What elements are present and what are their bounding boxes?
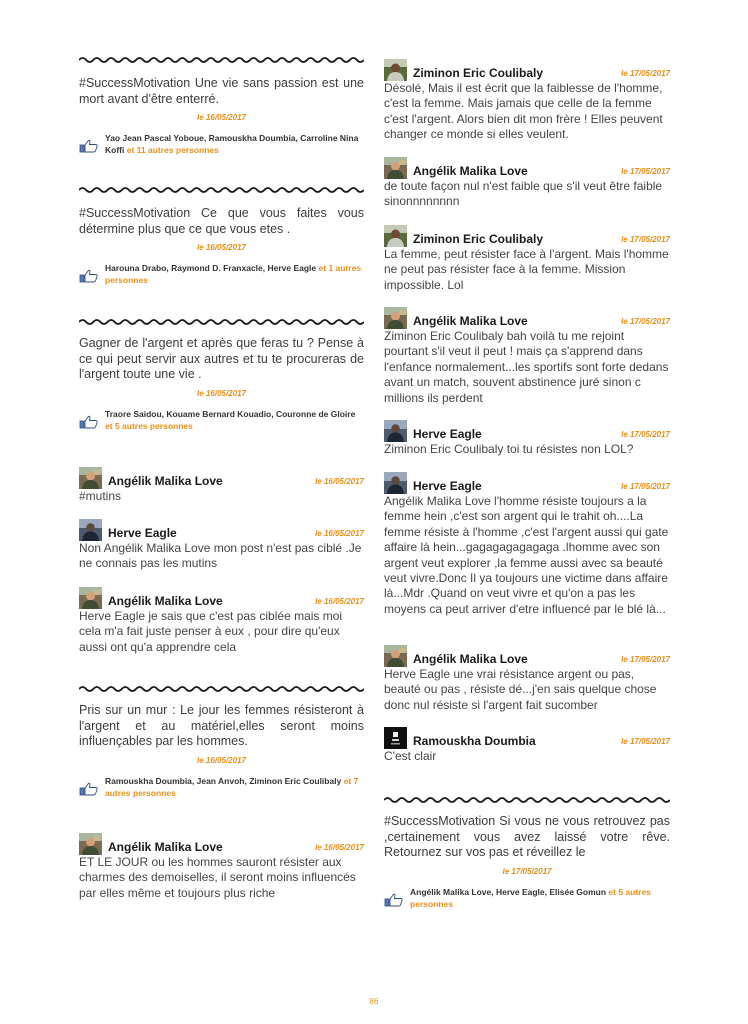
comment-text: Désolé, Mais il est écrit que la faiblesse de l'homme, c'est la femme. Mais jamais que celle de la femme c'est l'argent. Alors bien dit mon frère ! Elles peuvent changer ce monde si elles veulent. xyxy=(384,81,663,142)
likers-others[interactable]: et 5 autres personnes xyxy=(410,886,651,909)
likes-line[interactable] xyxy=(79,408,364,432)
thumbs-up-icon[interactable] xyxy=(79,782,99,796)
likers-others[interactable]: et 1 autres personnes xyxy=(105,263,362,285)
comment xyxy=(79,587,364,655)
comment-text: Non Angélik Malika Love mon post n'est pas ciblé .Je ne connais pas les mutins xyxy=(79,541,362,571)
likers-names[interactable]: Ramouskha Doumbia, Jean Anvoh, Ziminon Eric Coulibaly xyxy=(105,775,342,786)
comment-author[interactable]: Angélik Malika Love xyxy=(413,314,528,328)
comment-text: Ziminon Eric Coulibaly bah voilà tu me rejoint pourtant s'il veut il peut ! mais ça s'apprend dans l'enfance normalement...les sportifs sont forte dedans avant un match, souvent abstinence juré sinon c millions ils perdent xyxy=(384,329,669,405)
comment-date: le 16/05/2017 xyxy=(315,529,364,538)
comment-text: Herve Eagle une vrai résistance argent ou pas, beauté ou pas , résiste dé...j'en sais quelque chose donc nul résiste si l'argent fait sucomber xyxy=(384,667,657,712)
comment xyxy=(79,833,364,901)
comment-date: le 16/05/2017 xyxy=(315,843,364,852)
likers-names[interactable]: Angélik Malika Love, Herve Eagle, Elisée Gomun xyxy=(410,886,607,897)
wavy-divider xyxy=(79,318,364,326)
comment-date: le 17/05/2017 xyxy=(621,235,670,244)
comment xyxy=(384,472,670,617)
avatar-photo-icon[interactable] xyxy=(79,587,102,609)
avatar-photo-icon[interactable] xyxy=(79,833,102,855)
avatar-photo-icon[interactable] xyxy=(384,645,407,667)
post-text: #SuccessMotivation Si vous ne vous retrouvez pas ,certainement vous avez laissé votre rêve. Retournez sur vos pas et réveillez le xyxy=(384,814,670,859)
comment-author[interactable]: Angélik Malika Love xyxy=(108,594,223,608)
avatar-photo-icon[interactable] xyxy=(384,59,407,81)
comment-author[interactable]: Herve Eagle xyxy=(413,427,482,441)
avatar-photo-icon[interactable] xyxy=(384,307,407,329)
thumbs-up-icon[interactable] xyxy=(384,893,404,907)
thumbs-up-icon[interactable] xyxy=(79,269,99,283)
comment-author[interactable]: Angélik Malika Love xyxy=(108,474,223,488)
likers-others[interactable]: et 7 autres personnes xyxy=(105,775,359,798)
comment-text: #mutins xyxy=(79,489,122,503)
post-text: Gagner de l'argent et après que feras tu ? Pense à ce qui peut servir aux autres et tu te procureras de l'argent toute une vie . xyxy=(79,336,364,381)
comment xyxy=(384,157,670,210)
comment xyxy=(79,519,364,572)
comment-date: le 17/05/2017 xyxy=(621,69,670,78)
comment-date: le 17/05/2017 xyxy=(621,737,670,746)
comment xyxy=(384,420,670,457)
post xyxy=(79,76,364,156)
comment-date: le 17/05/2017 xyxy=(621,167,670,176)
comment xyxy=(384,307,670,406)
comment-date: le 16/05/2017 xyxy=(315,597,364,606)
post xyxy=(79,703,364,799)
comment-author[interactable]: Ziminon Eric Coulibaly xyxy=(413,232,544,246)
wavy-divider xyxy=(79,56,364,64)
post-date: le 16/05/2017 xyxy=(197,113,246,122)
post-text: #SuccessMotivation Une vie sans passion est une mort avant d'être enterré. xyxy=(79,76,364,106)
likes-line[interactable] xyxy=(79,132,364,156)
avatar-photo-icon[interactable] xyxy=(79,467,102,489)
comment-text: C'est clair xyxy=(384,749,437,763)
comment-date: le 17/05/2017 xyxy=(621,430,670,439)
wavy-divider xyxy=(384,796,670,804)
wavy-divider xyxy=(79,685,364,693)
comment-text: Ziminon Eric Coulibaly toi tu résistes non LOL? xyxy=(384,442,634,456)
comment-author[interactable]: Angélik Malika Love xyxy=(108,840,223,854)
comment-text: Herve Eagle je sais que c'est pas ciblée mais moi cela m'a fait juste penser à eux , pour dire qu'eux aussi ont qu'a apprendre cela xyxy=(79,609,343,654)
comment-text: Angélik Malika Love l'homme résiste toujours a la femme hein ,c'est son argent qui le trahit oh....La femme résiste à l'homme ,c'est l'argent aussi qui gate affaire là hein...gagagagagagaga .lhomme avec son argent veut explorer ,la femme aussi avec sa beauté veut vivre.Donc Il ya toujours une victime dans affaire là...Mdr .Quand on veut vivre et qu'on a pas les moyens ca peut arriver d'etre influencé par le blé là... xyxy=(384,494,669,616)
comment-date: le 17/05/2017 xyxy=(621,482,670,491)
avatar-photo-icon[interactable] xyxy=(384,472,407,494)
post xyxy=(384,814,670,910)
likes-line[interactable] xyxy=(384,886,670,910)
comment-author[interactable]: Herve Eagle xyxy=(413,479,482,493)
avatar-dark-icon[interactable] xyxy=(384,727,407,749)
thumbs-up-icon[interactable] xyxy=(79,415,99,429)
avatar-photo-icon[interactable] xyxy=(384,157,407,179)
comment-author[interactable]: Herve Eagle xyxy=(108,526,177,540)
page-number: 86 xyxy=(369,997,379,1006)
post-date: le 16/05/2017 xyxy=(197,388,246,398)
post xyxy=(79,336,364,432)
comment-date: le 16/05/2017 xyxy=(315,477,364,486)
comment xyxy=(384,645,670,713)
comment xyxy=(384,59,670,143)
likes-line[interactable] xyxy=(79,262,364,286)
post xyxy=(79,206,364,286)
wavy-divider xyxy=(79,186,364,194)
comment xyxy=(384,727,670,764)
post-text: Pris sur un mur : Le jour les femmes résisteront à l'argent et au matériel,elles seront moins influençables par les hommes. xyxy=(79,703,364,748)
comment-text: La femme, peut résister face à l'argent. Mais l'homme ne peut pas résister face à la femme. Mission impossible. Lol xyxy=(384,247,669,292)
comment-date: le 17/05/2017 xyxy=(621,317,670,326)
likes-line[interactable] xyxy=(79,775,364,799)
thumbs-up-icon[interactable] xyxy=(79,139,99,153)
comment xyxy=(384,225,670,293)
likers-names[interactable]: Harouna Drabo, Raymond D. Franxacle, Herve Eagle xyxy=(105,263,317,273)
likers-others[interactable]: et 5 autres personnes xyxy=(105,420,193,431)
post-text: #SuccessMotivation Ce que vous faites vous détermine plus que ce que vous etes . xyxy=(79,206,364,236)
likers-names[interactable]: Yao Jean Pascal Yoboue, Ramouskha Doumbia, Carroline Nina Koffi xyxy=(105,133,359,155)
comment-text: ET LE JOUR ou les hommes sauront résister aux charmes des demoiselles, il seront moins influencés par elles même et toujours plus riche xyxy=(79,855,356,900)
comment-date: le 17/05/2017 xyxy=(621,655,670,664)
avatar-photo-icon[interactable] xyxy=(79,519,102,541)
likers-others[interactable]: et 11 autres personnes xyxy=(126,145,219,155)
comment-author[interactable]: Ramouskha Doumbia xyxy=(413,734,536,748)
comment-author[interactable]: Angélik Malika Love xyxy=(413,164,528,178)
post-date: le 16/05/2017 xyxy=(197,243,246,252)
comment-author[interactable]: Ziminon Eric Coulibaly xyxy=(413,66,544,80)
post-date: le 16/05/2017 xyxy=(197,755,246,765)
comment xyxy=(79,467,364,504)
likers-names[interactable]: Traore Saidou, Kouame Bernard Kouadio, Couronne de Gloire xyxy=(105,408,356,419)
avatar-photo-icon[interactable] xyxy=(384,420,407,442)
avatar-photo-icon[interactable] xyxy=(384,225,407,247)
comment-text: de toute façon nul n'est faible que s'il veut être faible sinonnnnnnnn xyxy=(384,179,663,209)
comment-author[interactable]: Angélik Malika Love xyxy=(413,652,528,666)
post-date: le 17/05/2017 xyxy=(502,866,552,876)
